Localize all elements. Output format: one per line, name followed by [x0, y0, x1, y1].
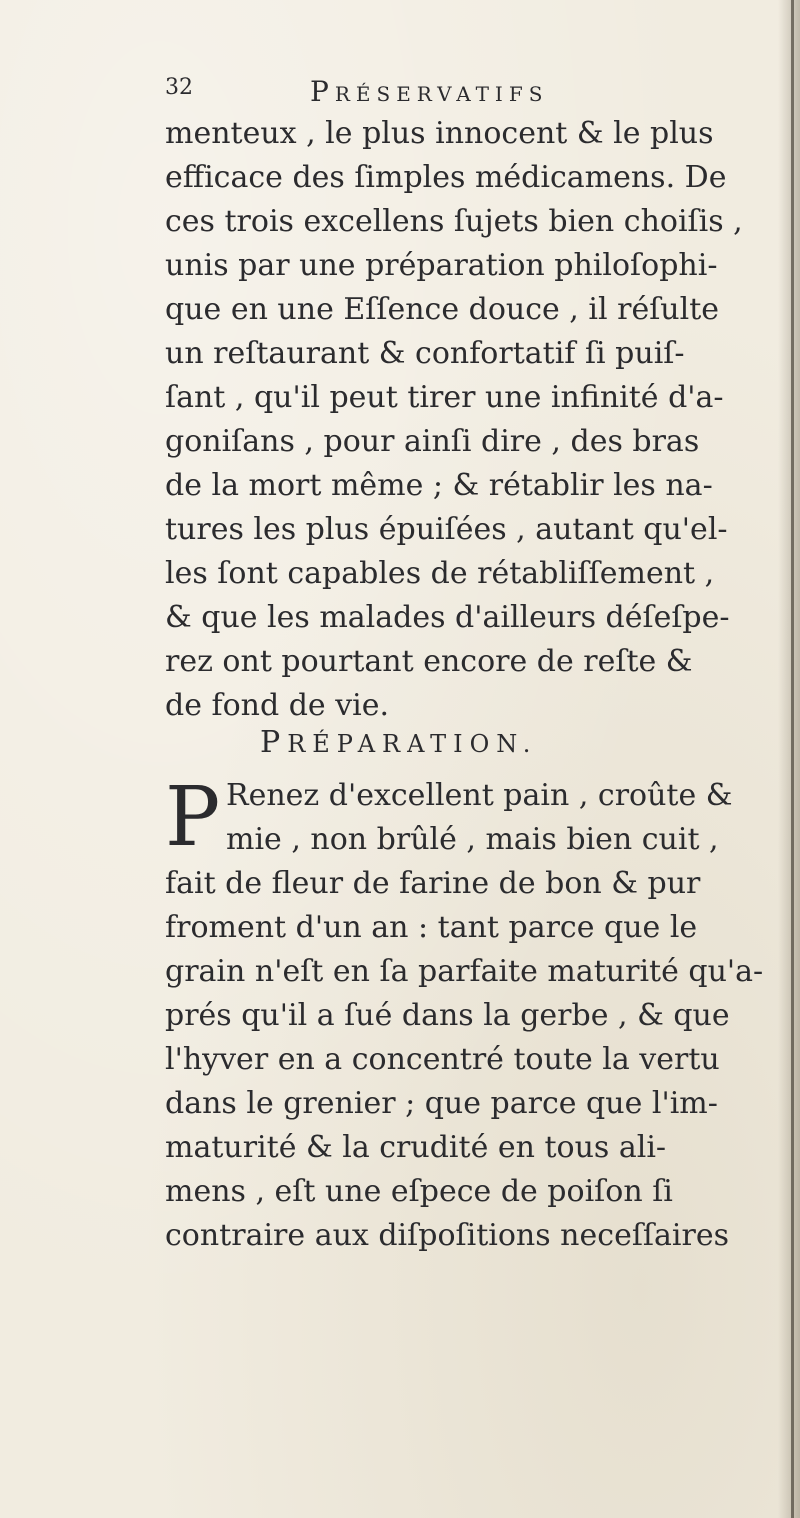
running-head: Préservatifs: [310, 75, 549, 108]
text-line: ſant , qu'il peut tirer une infinité d'a-: [165, 380, 724, 415]
text-line: maturité & la crudité en tous ali-: [165, 1130, 667, 1165]
text-line: de fond de vie.: [165, 688, 390, 723]
text-line: prés qu'il a ſué dans la gerbe , & que: [165, 998, 730, 1033]
paragraph-1: [165, 112, 775, 728]
section-heading: [260, 718, 537, 768]
text-line: grain n'eſt en ſa parfaite maturité qu'a-: [165, 954, 764, 989]
section-heading-initial: P: [260, 725, 288, 760]
text-line: que en une Eſſence douce , il réſulte: [165, 292, 720, 327]
text-line: un reſtaurant & confortatif ſi puiſ-: [165, 336, 685, 371]
text-line: l'hyver en a concentré toute la vertu: [165, 1042, 720, 1077]
text-line: efficace des ſimples médicamens. De: [165, 160, 727, 195]
text-line: dans le grenier ; que parce que l'im-: [165, 1086, 718, 1121]
text-line: froment d'un an : tant parce que le: [165, 910, 698, 945]
text-line: contraire aux diſpoſitions neceſſaires: [165, 1218, 729, 1253]
page-edge-shadow: [778, 0, 800, 1518]
text-line: tures les plus épuiſées , autant qu'el-: [165, 512, 728, 547]
text-line: Renez d'excellent pain , croûte &: [226, 778, 733, 813]
text-line: unis par une préparation philoſophi-: [165, 248, 718, 283]
text-line: ces trois excellens ſujets bien choiſis ,: [165, 204, 743, 239]
section-heading-rest: RÉPARATION.: [287, 730, 538, 758]
text-line: de la mort même ; & rétablir les na-: [165, 468, 713, 503]
page-number: 32: [165, 75, 193, 100]
text-line: les ſont capables de rétabliſſement ,: [165, 556, 715, 591]
text-line: rez ont pourtant encore de reſte &: [165, 644, 693, 679]
page-edge-line: [791, 0, 794, 1518]
text-line: mens , eſt une eſpece de poiſon ſi: [165, 1174, 673, 1209]
text-line: goniſans , pour ainſi dire , des bras: [165, 424, 700, 459]
drop-cap: P: [165, 770, 221, 865]
text-line: mie , non brûlé , mais bien cuit ,: [226, 822, 719, 857]
text-line: fait de fleur de farine de bon & pur: [165, 866, 701, 901]
paragraph-2: [165, 770, 775, 1258]
text-line: menteux , le plus innocent & le plus: [165, 116, 714, 151]
text-line: & que les malades d'ailleurs déſeſpe-: [165, 600, 730, 635]
